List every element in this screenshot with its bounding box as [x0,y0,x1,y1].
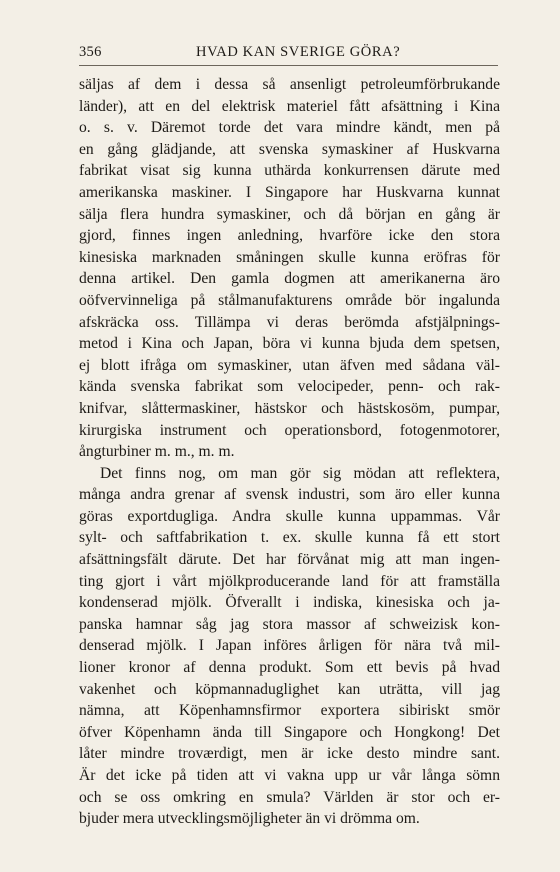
text-line: panska hamnar såg jag stora massor af schweizisk kon- [79,615,500,633]
text-line: vakenhet och köpmannaduglighet kan uträtta, vill jag [79,680,500,698]
text-line: bjuder mera utvecklingsmöjligheter än vi drömma om. [79,810,420,828]
text-line: denna artikel. Den gamla dogmen att amerikanerna äro [79,270,500,288]
text-line: göras exportdugliga. Andra skulle kunna uppammas. Vår [79,507,500,525]
text-line: Är det icke på tiden att vi vakna upp ur vår långa sömn [79,767,500,784]
text-line: sylt- och saftfabrikation t. ex. skulle kunna få ett stort [79,529,500,547]
body-text [79,74,500,830]
text-line: afsättningsfält därute. Det har förvånat mig att man ingen- [79,551,500,569]
text-line: ej blott ifråga om symaskiner, utan äfven med sådana väl- [79,356,500,374]
text-line: knifvar, slåttermaskiner, hästskor och hästskosöm, pumpar, [79,399,500,417]
paragraph [79,463,500,830]
text-line: Det finns nog, om man gör sig mödan att reflektera, [100,464,500,482]
text-line: kirurgiska instrument och operationsbord, fotogenmotorer, [79,421,500,439]
text-line: kända svenska fabrikat som velocipeder, penn- och rak- [79,378,500,396]
text-line: och se oss omkring en smula? Världen är stor och er- [79,788,500,806]
paragraph [79,74,500,463]
text-line: metod i Kina och Japan, böra vi kunna bjuda dem spetsen, [79,335,500,353]
text-line: nämna, att Köpenhamnsfirmor exportera sibiriskt smör [79,702,500,720]
text-line: säljas af dem i dessa så ansenligt petroleumförbrukande [79,76,500,93]
text-line: afskräcka oss. Tillämpa vi deras berömda afstjälpnings- [79,313,500,331]
header-rule [79,65,498,66]
text-line: en gång glädjande, att svenska symaskiner af Huskvarna [79,140,500,158]
text-line: gjord, finnes ingen anledning, hvarföre icke den stora [79,227,500,245]
text-line: kinesiska marknaden småningen skulle kunna eröfras för [79,248,500,266]
page-number: 356 [79,44,102,60]
text-line: öfver Köpenhamn ända till Singapore och Hongkong! Det [79,723,500,741]
text-line: amerikanska maskiner. I Singapore har Huskvarna kunnat [79,183,500,201]
text-line: denserad mjölk. I Japan införes årligen för nära två mil- [79,637,500,655]
text-line: låter mindre troværdigt, men är icke desto mindre sant. [79,745,500,763]
running-head [79,44,499,64]
text-line: fabrikat visat sig kunna uthärda konkurrensen därute med [79,162,500,180]
text-line: länder), att en del elektrisk materiel fått afsättning i Kina [79,97,500,115]
running-title: HVAD KAN SVERIGE GÖRA? [196,44,401,60]
text-line: kondenserad mjölk. Öfverallt i indiska, kinesiska och ja- [79,594,500,612]
text-line: o. s. v. Däremot torde det vara mindre kändt, men på [79,119,500,137]
text-line: ting gjort i vårt mjölkproducerande land för att framställa [79,572,500,590]
text-line: oöfvervinneliga på stålmanufakturens område bör ingalunda [79,291,500,309]
text-line: lioner kronor af denna produkt. Som ett bevis på hvad [79,659,500,677]
text-line: ångturbiner m. m., m. m. [79,443,235,461]
text-line: många andra grenar af svensk industri, som äro eller kunna [79,486,500,504]
text-line: sälja flera hundra symaskiner, och då början en gång är [79,205,500,223]
